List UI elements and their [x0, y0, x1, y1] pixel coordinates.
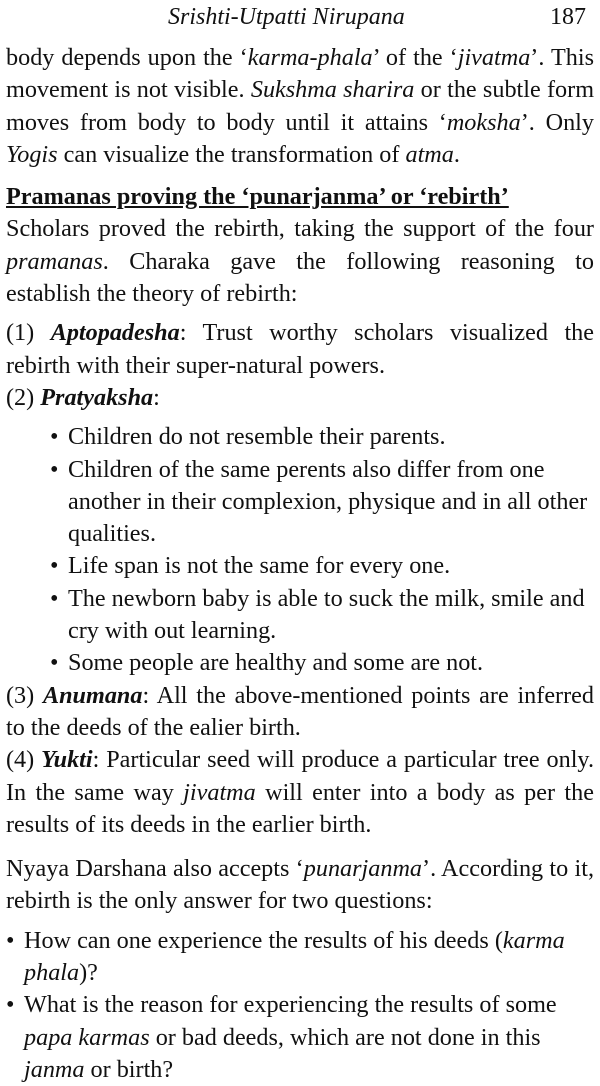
bullet-icon: • [50, 649, 59, 677]
bullet-icon: • [6, 926, 15, 954]
section-heading: Pramanas proving the ‘punarjanma’ or ‘rebirth’ [6, 183, 509, 211]
list-item: • What is the reason for experiencing the results of some papa karmas or bad deeds, which are not done in this janma or birth? [6, 991, 557, 1083]
bullet-icon: • [50, 423, 59, 451]
pratyaksha-bullet-list [6, 421, 594, 679]
item-yukti: (4) Yukti: Particular seed will produce a particular tree only. In the same way jivatma will enter into a body as per the results of its deeds in the earlier birth. [6, 746, 594, 838]
list-item: • Some people are healthy and some are not. [6, 647, 594, 679]
item-aptopadesha: (1) Aptopadesha: Trust worthy scholars visualized the rebirth with their super-natural powers. [6, 319, 594, 379]
intro-paragraph: body depends upon the ‘karma-phala’ of the ‘jivatma’. This movement is not visible. Sukshma sharira or the subtle form moves from body to body until it attains ‘moksha’. Only Yogis can visualize the transformation of atma. [6, 44, 595, 168]
list-item: • Children do not resemble their parents. [6, 421, 594, 453]
nyaya-paragraph: Nyaya Darshana also accepts ‘punarjanma’. According to it, rebirth is the only answer for two questions: [6, 855, 594, 915]
bullet-icon: • [6, 991, 15, 1019]
bullet-icon: • [50, 455, 59, 483]
page-number: 187 [550, 4, 586, 30]
list-item: • Children of the same perents also differ from one another in their complexion, physique and in all other qualities. [50, 455, 588, 548]
running-title: Srishti-Utpatti Nirupana [168, 4, 405, 30]
item-pratyaksha: (2) Pratyaksha: [6, 383, 160, 411]
page-body [6, 42, 594, 1086]
list-item: • How can one experience the results of his deeds (karma phala)? [6, 926, 565, 987]
questions-bullet-list [6, 925, 594, 1086]
list-item: • The newborn baby is able to suck the milk, smile and cry with out learning. [50, 584, 585, 645]
pramanas-paragraph: Scholars proved the rebirth, taking the support of the four pramanas. Charaka gave the following reasoning to establish the theory of rebirth: [6, 215, 594, 308]
bullet-icon: • [50, 552, 59, 580]
item-anumana: (3) Anumana: All the above-mentioned points are inferred to the deeds of the ealier birth. [6, 681, 595, 741]
bullet-icon: • [50, 584, 59, 612]
page-header [0, 2, 600, 32]
list-item: • Life span is not the same for every one. [6, 550, 594, 582]
